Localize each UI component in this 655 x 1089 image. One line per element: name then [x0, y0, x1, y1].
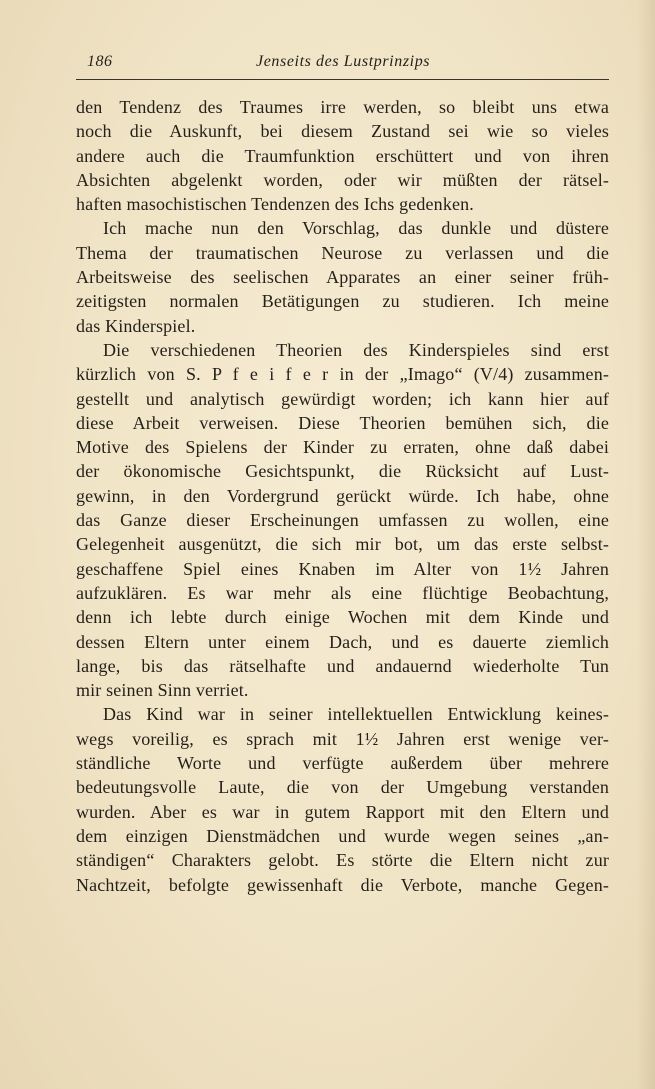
text-line: kürzlich von S. P f e i f e r in der „Imago“ (V/4) zusammen- [76, 364, 609, 385]
text-line: Nachtzeit, befolgte gewissenhaft die Verbote, manche Gegen- [76, 874, 609, 895]
text-line: andere auch die Traumfunktion erschüttert und von ihren [76, 145, 609, 166]
text-line: der ökonomische Gesichtspunkt, die Rücksicht auf Lust- [76, 461, 609, 482]
paragraph-start-line: Das Kind war in seiner intellektuellen Entwicklung keines- [103, 704, 609, 725]
text-line: aufzuklären. Es war mehr als eine flüchtige Beobachtung, [76, 582, 609, 603]
body-text [76, 95, 609, 897]
text-line: noch die Auskunft, bei diesem Zustand sei wie so vieles [76, 121, 609, 142]
text-line: Motive des Spielens der Kinder zu erraten, ohne daß dabei [76, 437, 609, 458]
text-line: lange, bis das rätselhafte und andauernd wiederholte Tun [76, 655, 609, 676]
text-line: Arbeitsweise des seelischen Apparates an einer seiner früh- [76, 267, 609, 288]
text-line: bedeutungsvolle Laute, die von der Umgebung verstanden [76, 777, 609, 798]
text-line: Gelegenheit ausgenützt, die sich mir bot, um das erste selbst- [76, 534, 609, 555]
text-line: ständliche Worte und verfügte außerdem über mehrere [76, 753, 609, 774]
text-line: zeitigsten normalen Betätigungen zu studieren. Ich meine [76, 291, 609, 312]
text-line: Absichten abgelenkt worden, oder wir müßten der rätsel- [76, 169, 609, 190]
page-number: 186 [87, 53, 113, 70]
text-line: gewinn, in den Vordergrund gerückt würde. Ich habe, ohne [76, 485, 609, 506]
text-line: Thema der traumatischen Neurose zu verlassen und die [76, 242, 609, 263]
text-line: diese Arbeit verweisen. Diese Theorien bemühen sich, die [76, 412, 609, 433]
text-line: denn ich lebte durch einige Wochen mit dem Kinde und [76, 607, 609, 628]
text-line: haften masochistischen Tendenzen des Ichs gedenken. [76, 194, 474, 215]
text-line: wegs voreilig, es sprach mit 1½ Jahren erst wenige ver- [76, 728, 609, 749]
running-title: Jenseits des Lustprinzips [256, 53, 431, 70]
text-line: mir seinen Sinn verriet. [76, 680, 249, 701]
text-line: gestellt und analytisch gewürdigt worden; ich kann hier auf [76, 388, 609, 409]
text-line: ständigen“ Charakters gelobt. Es störte die Eltern nicht zur [76, 850, 609, 871]
paragraph-start-line: Die verschiedenen Theorien des Kinderspieles sind erst [103, 339, 609, 360]
text-line: dessen Eltern unter einem Dach, und es dauerte ziemlich [76, 631, 609, 652]
text-line: das Kinderspiel. [76, 315, 196, 336]
text-line: das Ganze dieser Erscheinungen umfassen zu wollen, eine [76, 510, 609, 531]
paragraph-start-line: Ich mache nun den Vorschlag, das dunkle und düstere [103, 218, 609, 239]
text-line: wurden. Aber es war in gutem Rapport mit den Eltern und [76, 801, 609, 822]
text-line: dem einzigen Dienstmädchen und wurde wegen seines „an- [76, 825, 609, 846]
page-header [76, 51, 609, 80]
text-line: geschaffene Spiel eines Knaben im Alter von 1½ Jahren [76, 558, 609, 579]
text-line: den Tendenz des Traumes irre werden, so bleibt uns etwa [76, 97, 609, 117]
